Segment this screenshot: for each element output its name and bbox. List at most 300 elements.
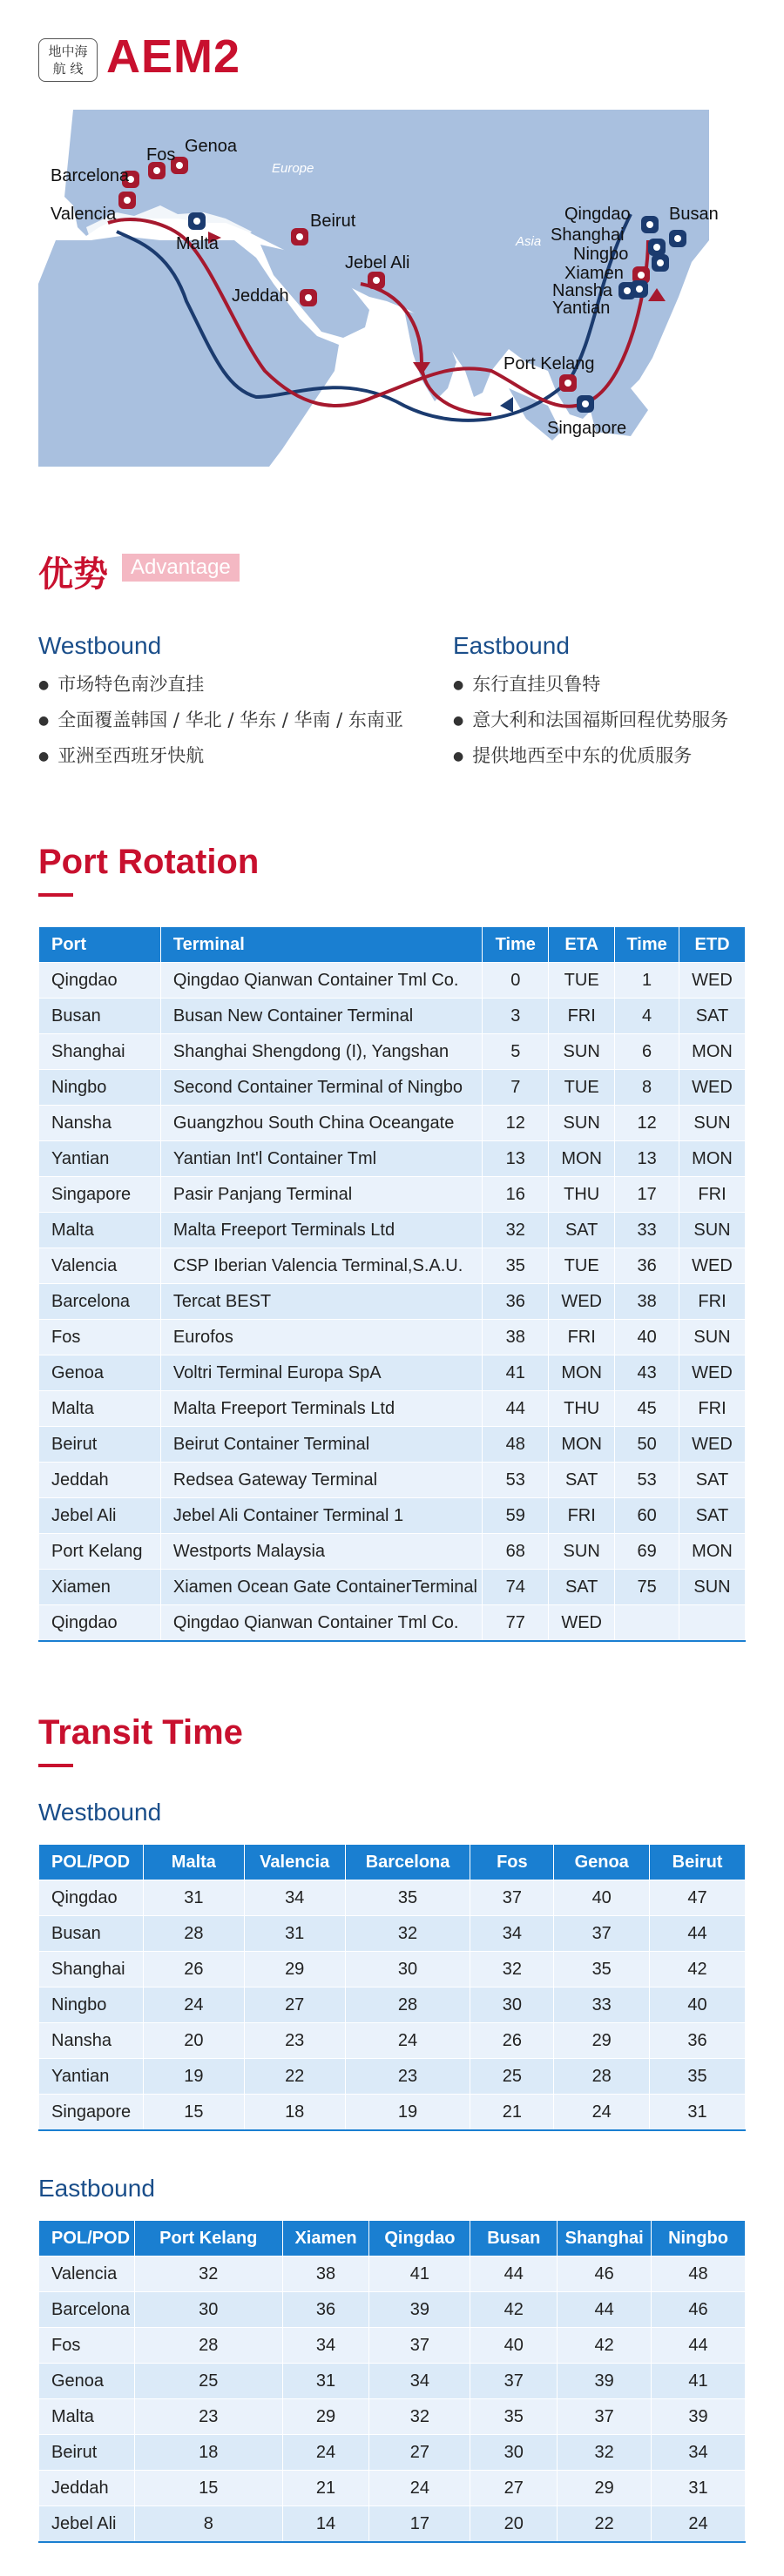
cell-arrival-time: 48 <box>483 1427 549 1463</box>
cell-pol: Fos <box>39 2328 135 2364</box>
advantage-badge: Advantage <box>122 554 240 582</box>
cell-arrival-time: 13 <box>483 1141 549 1177</box>
cell-etd: SAT <box>679 1463 746 1498</box>
table-row <box>39 1952 746 1987</box>
port-marker-busan <box>669 230 686 247</box>
cell-etd: WED <box>679 1355 746 1391</box>
cell-port: Qingdao <box>39 963 161 999</box>
cell-transit-days: 31 <box>143 1880 244 1916</box>
table-row <box>39 1141 746 1177</box>
cell-terminal: Xiamen Ocean Gate ContainerTerminal <box>160 1570 482 1605</box>
cell-port: Valencia <box>39 1248 161 1284</box>
cell-departure-time: 4 <box>615 999 679 1034</box>
cell-eta: SAT <box>549 1463 615 1498</box>
advantage-eastbound-list <box>453 667 728 774</box>
table-row <box>39 1034 746 1070</box>
port-rotation-header-row <box>39 927 746 963</box>
cell-arrival-time: 5 <box>483 1034 549 1070</box>
cell-pol: Busan <box>39 1916 144 1952</box>
route-code: AEM2 <box>106 30 241 83</box>
cell-eta: FRI <box>549 999 615 1034</box>
cell-eta: SUN <box>549 1106 615 1141</box>
table-row <box>39 1534 746 1570</box>
advantage-eastbound-item: ● 意大利和法国福斯回程优势服务 <box>453 703 728 738</box>
cell-etd: SUN <box>679 1213 746 1248</box>
cell-eta: SUN <box>549 1534 615 1570</box>
cell-etd: SAT <box>679 999 746 1034</box>
table-row <box>39 1880 746 1916</box>
cell-terminal: Tercat BEST <box>160 1284 482 1320</box>
cell-transit-days: 34 <box>652 2435 746 2471</box>
cell-transit-days: 22 <box>558 2506 652 2543</box>
cell-departure-time: 50 <box>615 1427 679 1463</box>
region-label-asia: Asia <box>516 234 542 249</box>
header-arrival-time: Time <box>483 927 549 963</box>
cell-departure-time: 17 <box>615 1177 679 1213</box>
route-badge-line1: 地中海 <box>48 44 88 59</box>
cell-transit-days: 39 <box>369 2292 470 2328</box>
table-row <box>39 2328 746 2364</box>
cell-departure-time: 53 <box>615 1463 679 1498</box>
cell-transit-days: 29 <box>282 2399 369 2435</box>
cell-terminal: Beirut Container Terminal <box>160 1427 482 1463</box>
cell-transit-days: 34 <box>470 1916 554 1952</box>
cell-terminal: CSP Iberian Valencia Terminal,S.A.U. <box>160 1248 482 1284</box>
cell-transit-days: 37 <box>470 1880 554 1916</box>
cell-transit-days: 26 <box>143 1952 244 1987</box>
cell-transit-days: 36 <box>282 2292 369 2328</box>
port-marker-malta <box>188 212 206 230</box>
cell-port: Jeddah <box>39 1463 161 1498</box>
port-label-malta: Malta <box>176 234 219 253</box>
transit-westbound-table <box>38 1844 746 2131</box>
cell-transit-days: 44 <box>650 1916 746 1952</box>
table-row <box>39 2399 746 2435</box>
cell-pol: Beirut <box>39 2435 135 2471</box>
table-row <box>39 1391 746 1427</box>
cell-terminal: Malta Freeport Terminals Ltd <box>160 1391 482 1427</box>
advantage-eastbound-item: ● 东行直挂贝鲁特 <box>453 667 728 703</box>
cell-transit-days: 24 <box>282 2435 369 2471</box>
cell-port: Barcelona <box>39 1284 161 1320</box>
cell-transit-days: 30 <box>345 1952 470 1987</box>
port-marker-valencia <box>118 192 136 209</box>
cell-transit-days: 23 <box>244 2023 345 2059</box>
cell-transit-days: 24 <box>143 1987 244 2023</box>
cell-transit-days: 26 <box>470 2023 554 2059</box>
transit-westbound-title: Westbound <box>38 1799 162 1826</box>
cell-transit-days: 46 <box>558 2257 652 2292</box>
table-row <box>39 1355 746 1391</box>
cell-port: Nansha <box>39 1106 161 1141</box>
cell-departure-time: 33 <box>615 1213 679 1248</box>
cell-etd: MON <box>679 1034 746 1070</box>
cell-transit-days: 40 <box>650 1987 746 2023</box>
cell-etd <box>679 1605 746 1642</box>
cell-transit-days: 28 <box>554 2059 650 2095</box>
route-map-svg <box>38 110 719 467</box>
table-row <box>39 1463 746 1498</box>
cell-terminal: Busan New Container Terminal <box>160 999 482 1034</box>
cell-transit-days: 24 <box>369 2471 470 2506</box>
advantage-westbound-item: ● 全面覆盖韩国 / 华北 / 华东 / 华南 / 东南亚 <box>38 703 403 738</box>
header-pod: Fos <box>470 1845 554 1880</box>
cell-transit-days: 36 <box>650 2023 746 2059</box>
port-label-xiamen: Xiamen <box>564 264 624 283</box>
cell-etd: FRI <box>679 1284 746 1320</box>
cell-transit-days: 27 <box>369 2435 470 2471</box>
cell-transit-days: 18 <box>134 2435 282 2471</box>
table-row <box>39 1427 746 1463</box>
cell-transit-days: 29 <box>554 2023 650 2059</box>
cell-pol: Yantian <box>39 2059 144 2095</box>
cell-port: Xiamen <box>39 1570 161 1605</box>
cell-eta: SUN <box>549 1034 615 1070</box>
table-row <box>39 1320 746 1355</box>
cell-departure-time: 12 <box>615 1106 679 1141</box>
cell-terminal: Malta Freeport Terminals Ltd <box>160 1213 482 1248</box>
cell-transit-days: 21 <box>282 2471 369 2506</box>
cell-pol: Barcelona <box>39 2292 135 2328</box>
route-map <box>38 110 719 467</box>
header-pod: Qingdao <box>369 2221 470 2257</box>
cell-transit-days: 19 <box>345 2095 470 2131</box>
cell-arrival-time: 74 <box>483 1570 549 1605</box>
cell-transit-days: 8 <box>134 2506 282 2543</box>
port-label-barcelona: Barcelona <box>51 166 130 185</box>
cell-arrival-time: 0 <box>483 963 549 999</box>
cell-terminal: Shanghai Shengdong (I), Yangshan <box>160 1034 482 1070</box>
table-row <box>39 2257 746 2292</box>
table-row <box>39 1570 746 1605</box>
cell-eta: THU <box>549 1177 615 1213</box>
cell-transit-days: 27 <box>244 1987 345 2023</box>
port-label-jebel-ali: Jebel Ali <box>345 253 410 272</box>
header-pod: Malta <box>143 1845 244 1880</box>
port-marker-beirut <box>291 228 308 245</box>
cell-transit-days: 32 <box>345 1916 470 1952</box>
header-pod: Barcelona <box>345 1845 470 1880</box>
port-rotation-underline <box>38 893 73 897</box>
cell-pol: Shanghai <box>39 1952 144 1987</box>
cell-port: Singapore <box>39 1177 161 1213</box>
cell-transit-days: 41 <box>652 2364 746 2399</box>
port-marker-port-kelang <box>559 374 577 392</box>
port-marker-jeddah <box>300 289 317 306</box>
transit-time-underline <box>38 1764 73 1767</box>
port-marker-yantian <box>631 280 648 298</box>
cell-arrival-time: 7 <box>483 1070 549 1106</box>
table-row <box>39 999 746 1034</box>
cell-transit-days: 17 <box>369 2506 470 2543</box>
cell-arrival-time: 32 <box>483 1213 549 1248</box>
table-row <box>39 2023 746 2059</box>
table-row <box>39 1106 746 1141</box>
cell-departure-time: 6 <box>615 1034 679 1070</box>
cell-terminal: Eurofos <box>160 1320 482 1355</box>
cell-transit-days: 37 <box>470 2364 558 2399</box>
cell-pol: Jebel Ali <box>39 2506 135 2543</box>
cell-terminal: Westports Malaysia <box>160 1534 482 1570</box>
header-pol-pod: POL/POD <box>39 1845 144 1880</box>
cell-eta: TUE <box>549 1248 615 1284</box>
cell-transit-days: 24 <box>652 2506 746 2543</box>
cell-port: Beirut <box>39 1427 161 1463</box>
cell-transit-days: 15 <box>143 2095 244 2131</box>
cell-etd: SUN <box>679 1320 746 1355</box>
advantage-westbound-list <box>38 667 403 774</box>
cell-transit-days: 48 <box>652 2257 746 2292</box>
cell-etd: SUN <box>679 1106 746 1141</box>
table-row <box>39 2435 746 2471</box>
cell-pol: Nansha <box>39 2023 144 2059</box>
cell-pol: Ningbo <box>39 1987 144 2023</box>
cell-transit-days: 42 <box>558 2328 652 2364</box>
cell-arrival-time: 44 <box>483 1391 549 1427</box>
advantage-eastbound-item: ● 提供地西至中东的优质服务 <box>453 738 728 774</box>
cell-arrival-time: 12 <box>483 1106 549 1141</box>
cell-arrival-time: 59 <box>483 1498 549 1534</box>
table-row <box>39 2059 746 2095</box>
port-label-nansha: Nansha <box>552 281 612 300</box>
header-port: Port <box>39 927 161 963</box>
cell-eta: FRI <box>549 1498 615 1534</box>
cell-eta: TUE <box>549 1070 615 1106</box>
port-marker-qingdao <box>641 216 659 233</box>
cell-eta: SAT <box>549 1213 615 1248</box>
cell-port: Malta <box>39 1391 161 1427</box>
cell-departure-time: 1 <box>615 963 679 999</box>
cell-eta: WED <box>549 1284 615 1320</box>
cell-terminal: Qingdao Qianwan Container Tml Co. <box>160 963 482 999</box>
cell-transit-days: 25 <box>134 2364 282 2399</box>
cell-eta: MON <box>549 1355 615 1391</box>
cell-pol: Singapore <box>39 2095 144 2131</box>
cell-transit-days: 37 <box>369 2328 470 2364</box>
cell-transit-days: 37 <box>554 1916 650 1952</box>
transit-eastbound-title: Eastbound <box>38 2175 155 2202</box>
cell-pol: Malta <box>39 2399 135 2435</box>
cell-arrival-time: 35 <box>483 1248 549 1284</box>
cell-port: Port Kelang <box>39 1534 161 1570</box>
cell-transit-days: 44 <box>652 2328 746 2364</box>
cell-transit-days: 34 <box>282 2328 369 2364</box>
cell-transit-days: 20 <box>143 2023 244 2059</box>
cell-departure-time: 43 <box>615 1355 679 1391</box>
cell-departure-time: 36 <box>615 1248 679 1284</box>
cell-eta: FRI <box>549 1320 615 1355</box>
cell-port: Busan <box>39 999 161 1034</box>
header-terminal: Terminal <box>160 927 482 963</box>
cell-arrival-time: 41 <box>483 1355 549 1391</box>
cell-port: Ningbo <box>39 1070 161 1106</box>
cell-pol: Genoa <box>39 2364 135 2399</box>
cell-departure-time: 13 <box>615 1141 679 1177</box>
cell-arrival-time: 3 <box>483 999 549 1034</box>
cell-terminal: Jebel Ali Container Terminal 1 <box>160 1498 482 1534</box>
cell-transit-days: 14 <box>282 2506 369 2543</box>
cell-transit-days: 31 <box>652 2471 746 2506</box>
cell-eta: MON <box>549 1141 615 1177</box>
cell-departure-time: 75 <box>615 1570 679 1605</box>
port-marker-singapore <box>577 395 594 413</box>
header-pol-pod: POL/POD <box>39 2221 135 2257</box>
transit-eastbound-header-row <box>39 2221 746 2257</box>
cell-transit-days: 35 <box>554 1952 650 1987</box>
cell-transit-days: 28 <box>143 1916 244 1952</box>
cell-transit-days: 21 <box>470 2095 554 2131</box>
cell-terminal: Yantian Int'l Container Tml <box>160 1141 482 1177</box>
table-row <box>39 1213 746 1248</box>
region-label-europe: Europe <box>272 161 314 176</box>
port-marker-fos <box>148 162 166 179</box>
cell-transit-days: 35 <box>650 2059 746 2095</box>
port-label-fos: Fos <box>146 145 176 165</box>
cell-transit-days: 40 <box>554 1880 650 1916</box>
cell-transit-days: 25 <box>470 2059 554 2095</box>
port-label-jeddah: Jeddah <box>232 286 289 306</box>
header-pod: Xiamen <box>282 2221 369 2257</box>
table-row <box>39 2364 746 2399</box>
cell-departure-time: 8 <box>615 1070 679 1106</box>
cell-transit-days: 31 <box>650 2095 746 2131</box>
cell-transit-days: 18 <box>244 2095 345 2131</box>
cell-transit-days: 19 <box>143 2059 244 2095</box>
cell-transit-days: 42 <box>470 2292 558 2328</box>
route-badge <box>38 38 98 82</box>
cell-transit-days: 40 <box>470 2328 558 2364</box>
table-row <box>39 2506 746 2543</box>
cell-transit-days: 44 <box>470 2257 558 2292</box>
cell-transit-days: 15 <box>134 2471 282 2506</box>
port-label-qingdao: Qingdao <box>564 205 631 224</box>
cell-terminal: Pasir Panjang Terminal <box>160 1177 482 1213</box>
cell-etd: WED <box>679 1427 746 1463</box>
cell-transit-days: 27 <box>470 2471 558 2506</box>
cell-transit-days: 47 <box>650 1880 746 1916</box>
table-row <box>39 1916 746 1952</box>
cell-transit-days: 28 <box>345 1987 470 2023</box>
header-pod: Beirut <box>650 1845 746 1880</box>
cell-departure-time: 38 <box>615 1284 679 1320</box>
port-label-yantian: Yantian <box>552 299 611 318</box>
cell-transit-days: 46 <box>652 2292 746 2328</box>
cell-terminal: Redsea Gateway Terminal <box>160 1463 482 1498</box>
advantage-westbound-title: Westbound <box>38 632 162 659</box>
cell-transit-days: 30 <box>470 2435 558 2471</box>
cell-transit-days: 44 <box>558 2292 652 2328</box>
header-pod: Shanghai <box>558 2221 652 2257</box>
cell-transit-days: 30 <box>470 1987 554 2023</box>
table-row <box>39 1070 746 1106</box>
cell-transit-days: 39 <box>652 2399 746 2435</box>
cell-port: Shanghai <box>39 1034 161 1070</box>
cell-transit-days: 32 <box>558 2435 652 2471</box>
cell-transit-days: 35 <box>470 2399 558 2435</box>
cell-etd: SAT <box>679 1498 746 1534</box>
cell-transit-days: 28 <box>134 2328 282 2364</box>
port-label-busan: Busan <box>669 205 719 224</box>
table-row <box>39 1987 746 2023</box>
cell-departure-time: 45 <box>615 1391 679 1427</box>
header-etd: ETD <box>679 927 746 963</box>
header-pod: Valencia <box>244 1845 345 1880</box>
cell-eta: WED <box>549 1605 615 1642</box>
transit-eastbound-table <box>38 2220 746 2543</box>
cell-etd: FRI <box>679 1391 746 1427</box>
cell-transit-days: 42 <box>650 1952 746 1987</box>
cell-transit-days: 37 <box>558 2399 652 2435</box>
cell-transit-days: 31 <box>282 2364 369 2399</box>
cell-terminal: Second Container Terminal of Ningbo <box>160 1070 482 1106</box>
port-label-genoa: Genoa <box>185 137 238 156</box>
table-row <box>39 2292 746 2328</box>
cell-eta: MON <box>549 1427 615 1463</box>
cell-port: Jebel Ali <box>39 1498 161 1534</box>
cell-arrival-time: 38 <box>483 1320 549 1355</box>
cell-arrival-time: 36 <box>483 1284 549 1320</box>
cell-terminal: Qingdao Qianwan Container Tml Co. <box>160 1605 482 1642</box>
table-row <box>39 1177 746 1213</box>
region-label-indian-ocean: Indian Ocean <box>369 431 448 446</box>
cell-port: Malta <box>39 1213 161 1248</box>
port-marker-ningbo <box>652 254 669 272</box>
cell-port: Fos <box>39 1320 161 1355</box>
advantage-eastbound-title: Eastbound <box>453 632 570 659</box>
header-pod: Ningbo <box>652 2221 746 2257</box>
header-pod: Port Kelang <box>134 2221 282 2257</box>
table-row <box>39 1605 746 1642</box>
header-pod: Genoa <box>554 1845 650 1880</box>
cell-transit-days: 39 <box>558 2364 652 2399</box>
table-row <box>39 1498 746 1534</box>
table-row <box>39 1284 746 1320</box>
cell-eta: SAT <box>549 1570 615 1605</box>
route-badge-line2: 航 线 <box>52 61 84 77</box>
cell-etd: MON <box>679 1534 746 1570</box>
table-row <box>39 963 746 999</box>
cell-etd: FRI <box>679 1177 746 1213</box>
cell-transit-days: 38 <box>282 2257 369 2292</box>
table-row <box>39 2095 746 2131</box>
cell-transit-days: 24 <box>554 2095 650 2131</box>
cell-transit-days: 30 <box>134 2292 282 2328</box>
cell-transit-days: 41 <box>369 2257 470 2292</box>
cell-terminal: Voltri Terminal Europa SpA <box>160 1355 482 1391</box>
cell-departure-time <box>615 1605 679 1642</box>
cell-etd: MON <box>679 1141 746 1177</box>
header-departure-time: Time <box>615 927 679 963</box>
header-eta: ETA <box>549 927 615 963</box>
cell-departure-time: 69 <box>615 1534 679 1570</box>
cell-pol: Valencia <box>39 2257 135 2292</box>
port-rotation-table <box>38 926 746 1642</box>
cell-eta: TUE <box>549 963 615 999</box>
cell-pol: Qingdao <box>39 1880 144 1916</box>
transit-westbound-header-row <box>39 1845 746 1880</box>
advantage-westbound-item: ● 市场特色南沙直挂 <box>38 667 403 703</box>
advantage-title: 优势 <box>38 555 108 595</box>
port-marker-jebel-ali <box>368 272 385 289</box>
cell-transit-days: 33 <box>554 1987 650 2023</box>
cell-transit-days: 24 <box>345 2023 470 2059</box>
cell-transit-days: 32 <box>134 2257 282 2292</box>
cell-port: Genoa <box>39 1355 161 1391</box>
port-label-singapore: Singapore <box>547 419 627 438</box>
port-label-valencia: Valencia <box>51 205 117 224</box>
cell-transit-days: 23 <box>345 2059 470 2095</box>
cell-transit-days: 29 <box>244 1952 345 1987</box>
